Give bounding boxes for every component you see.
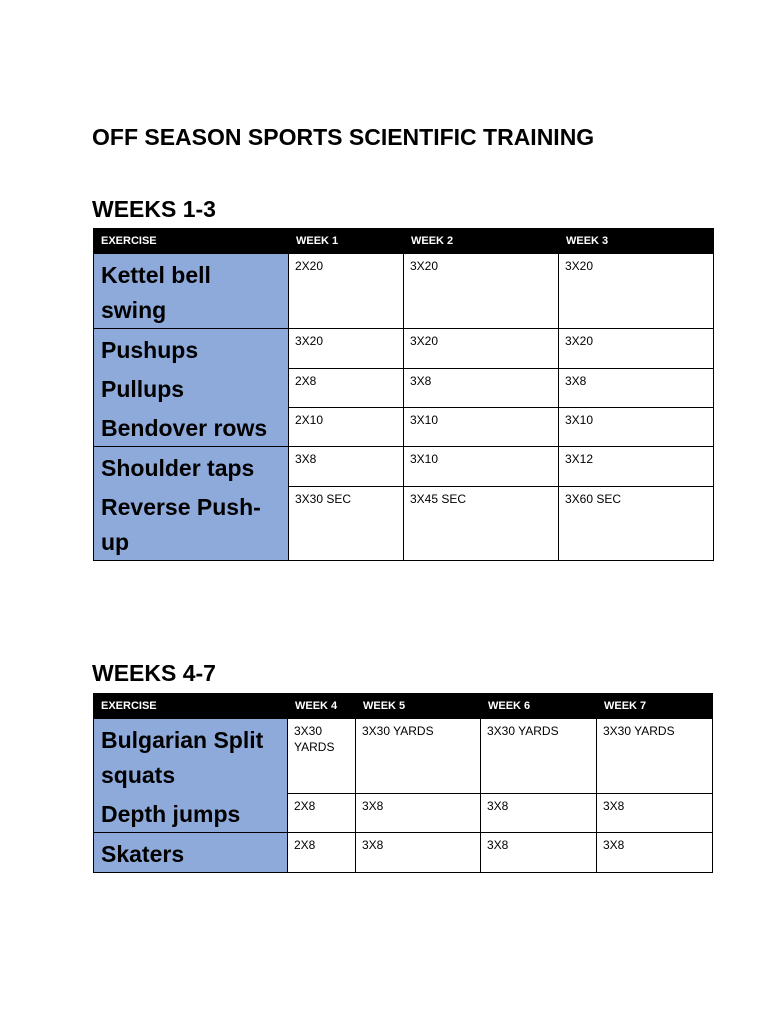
table-cell: 3X30 YARDS	[356, 719, 481, 794]
table-cell: 3X8	[481, 793, 597, 833]
table-row	[94, 793, 713, 833]
header-week-5: WEEK 5	[356, 694, 481, 719]
table-cell: 3X20	[404, 329, 559, 369]
table-header-row	[94, 229, 714, 254]
table-cell: 3X60 SEC	[559, 486, 714, 561]
table-cell: 3X8	[404, 368, 559, 407]
table-header-row	[94, 694, 713, 719]
table-cell: 3X8	[289, 447, 404, 487]
table-cell: 3X8	[356, 833, 481, 873]
table-cell: 3X10	[404, 447, 559, 487]
exercise-name: Bendover rows	[94, 407, 289, 447]
weeks-1-3-table	[93, 228, 714, 561]
exercise-name: Pushups	[94, 329, 289, 369]
table-cell: 3X8	[597, 833, 713, 873]
table-row	[94, 486, 714, 561]
exercise-name: Pullups	[94, 368, 289, 407]
document-title: OFF SEASON SPORTS SCIENTIFIC TRAINING	[92, 124, 595, 150]
table-row	[94, 254, 714, 329]
table-cell: 2X8	[289, 368, 404, 407]
table-cell: 3X20	[289, 329, 404, 369]
table-cell: 3X8	[356, 793, 481, 833]
section-heading-weeks-1-3: WEEKS 1-3	[92, 196, 216, 222]
table-row	[94, 447, 714, 487]
table-row	[94, 833, 713, 873]
header-exercise: EXERCISE	[94, 694, 288, 719]
table-cell: 3X30 YARDS	[481, 719, 597, 794]
header-week-6: WEEK 6	[481, 694, 597, 719]
table-cell: 3X20	[559, 329, 714, 369]
table-cell: 2X8	[288, 833, 356, 873]
table-cell: 3X10	[404, 407, 559, 447]
table-cell: 3X8	[597, 793, 713, 833]
header-week-3: WEEK 3	[559, 229, 714, 254]
header-exercise: EXERCISE	[94, 229, 289, 254]
table-cell: 2X10	[289, 407, 404, 447]
table-cell: 2X20	[289, 254, 404, 329]
exercise-name: Kettel bell swing	[94, 254, 289, 329]
table-cell: 3X30 YARDS	[288, 719, 356, 794]
table-row	[94, 407, 714, 447]
table-cell: 3X20	[404, 254, 559, 329]
table-cell: 2X8	[288, 793, 356, 833]
table-row	[94, 719, 713, 794]
table-cell: 3X30 SEC	[289, 486, 404, 561]
exercise-name: Depth jumps	[94, 793, 288, 833]
table-cell: 3X30 YARDS	[597, 719, 713, 794]
weeks-4-7-table	[93, 693, 713, 873]
table-cell: 3X8	[481, 833, 597, 873]
section-heading-weeks-4-7: WEEKS 4-7	[92, 660, 216, 686]
exercise-name: Shoulder taps	[94, 447, 289, 487]
header-week-1: WEEK 1	[289, 229, 404, 254]
table-cell: 3X12	[559, 447, 714, 487]
table-cell: 3X10	[559, 407, 714, 447]
table-cell: 3X45 SEC	[404, 486, 559, 561]
table-cell: 3X20	[559, 254, 714, 329]
header-week-2: WEEK 2	[404, 229, 559, 254]
header-week-4: WEEK 4	[288, 694, 356, 719]
exercise-name: Bulgarian Split squats	[94, 719, 288, 794]
table-row	[94, 368, 714, 407]
table-cell: 3X8	[559, 368, 714, 407]
exercise-name: Reverse Push-up	[94, 486, 289, 561]
table-row	[94, 329, 714, 369]
exercise-name: Skaters	[94, 833, 288, 873]
header-week-7: WEEK 7	[597, 694, 713, 719]
